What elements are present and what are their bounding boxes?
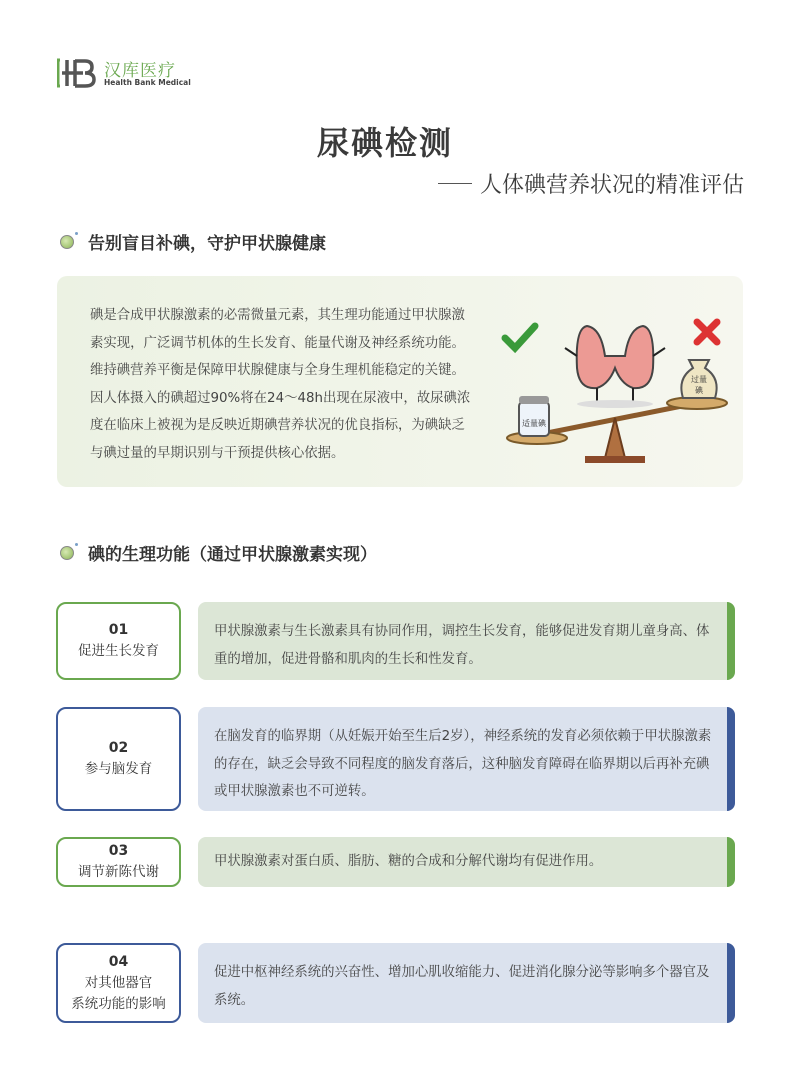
function-label-01 (56, 602, 181, 680)
section-heading-1 (60, 229, 326, 254)
item-title: 促进生长发育 (78, 643, 159, 659)
brand-name: 汉库医疗 (104, 61, 176, 81)
cross-icon (697, 322, 717, 342)
intro-card (57, 276, 743, 487)
bullet-icon (60, 546, 74, 560)
item-number: 04 (108, 953, 129, 970)
function-desc-01: 甲状腺激素与生长激素具有协同作用，调控生长发育，能够促进发育期儿童身高、体重的增加，促进骨骼和肌肉的生长和性发育。 (198, 602, 735, 680)
page-title: 尿碘检测 (316, 124, 453, 162)
function-desc-04: 促进中枢神经系统的兴奋性、增加心肌收缩能力、促进消化腺分泌等影响多个器官及系统。 (198, 943, 735, 1023)
function-label-02 (56, 707, 181, 811)
item-number: 02 (108, 740, 129, 756)
check-icon (505, 326, 535, 348)
section-heading-text: 碘的生理功能（通过甲状腺激素实现） (88, 545, 377, 565)
function-label-03 (56, 837, 181, 887)
page-subtitle (438, 168, 744, 199)
function-desc-02: 在脑发育的临界期（从妊娠开始至生后2岁），神经系统的发育必须依赖于甲状腺激素的存在，缺乏会导致不同程度的脑发育落后，这种脑发育障碍在临界期以后再补充碘或甲状腺激素也不可逆转。 (198, 707, 735, 811)
thyroid-balance-illustration (497, 298, 747, 478)
item-number: 01 (108, 622, 129, 638)
intro-text: 碘是合成甲状腺激素的必需微量元素，其生理功能通过甲状腺激素实现，广泛调节机体的生长发育、能量代谢及神经系统功能。维持碘营养平衡是保障甲状腺健康与全身生理机能稳定的关键。因人体摄入的碘超过90%将在24～48h出现在尿液中，故尿碘浓度在临床上被视为是反映近期碘营养状况的优良指标，为碘缺乏与碘过量的早期识别与干预提供核心依据。 (90, 308, 471, 461)
section-heading-2 (60, 540, 377, 565)
bullet-icon (60, 235, 74, 249)
bag-label-2: 碘 (695, 386, 703, 395)
thyroid-icon (577, 326, 654, 388)
brand-logo-icon (57, 58, 97, 88)
item-title: 对其他器官 (84, 974, 153, 991)
subtitle-text: 人体碘营养状况的精准评估 (479, 173, 744, 198)
section-heading-text: 告别盲目补碘，守护甲状腺健康 (88, 234, 326, 254)
brand-name-en: Health Bank Medical (104, 78, 191, 87)
item-title: 调节新陈代谢 (78, 864, 159, 880)
item-number: 03 (108, 843, 129, 859)
bag-label-1: 过量 (691, 375, 707, 384)
divider (438, 183, 472, 184)
item-title-line2: 系统功能的影响 (71, 995, 166, 1012)
function-label-04 (56, 943, 181, 1023)
function-desc-03: 甲状腺激素对蛋白质、脂肪、糖的合成和分解代谢均有促进作用。 (198, 837, 735, 887)
item-title: 参与脑发育 (84, 761, 153, 777)
jar-label: 适量碘 (522, 419, 546, 428)
